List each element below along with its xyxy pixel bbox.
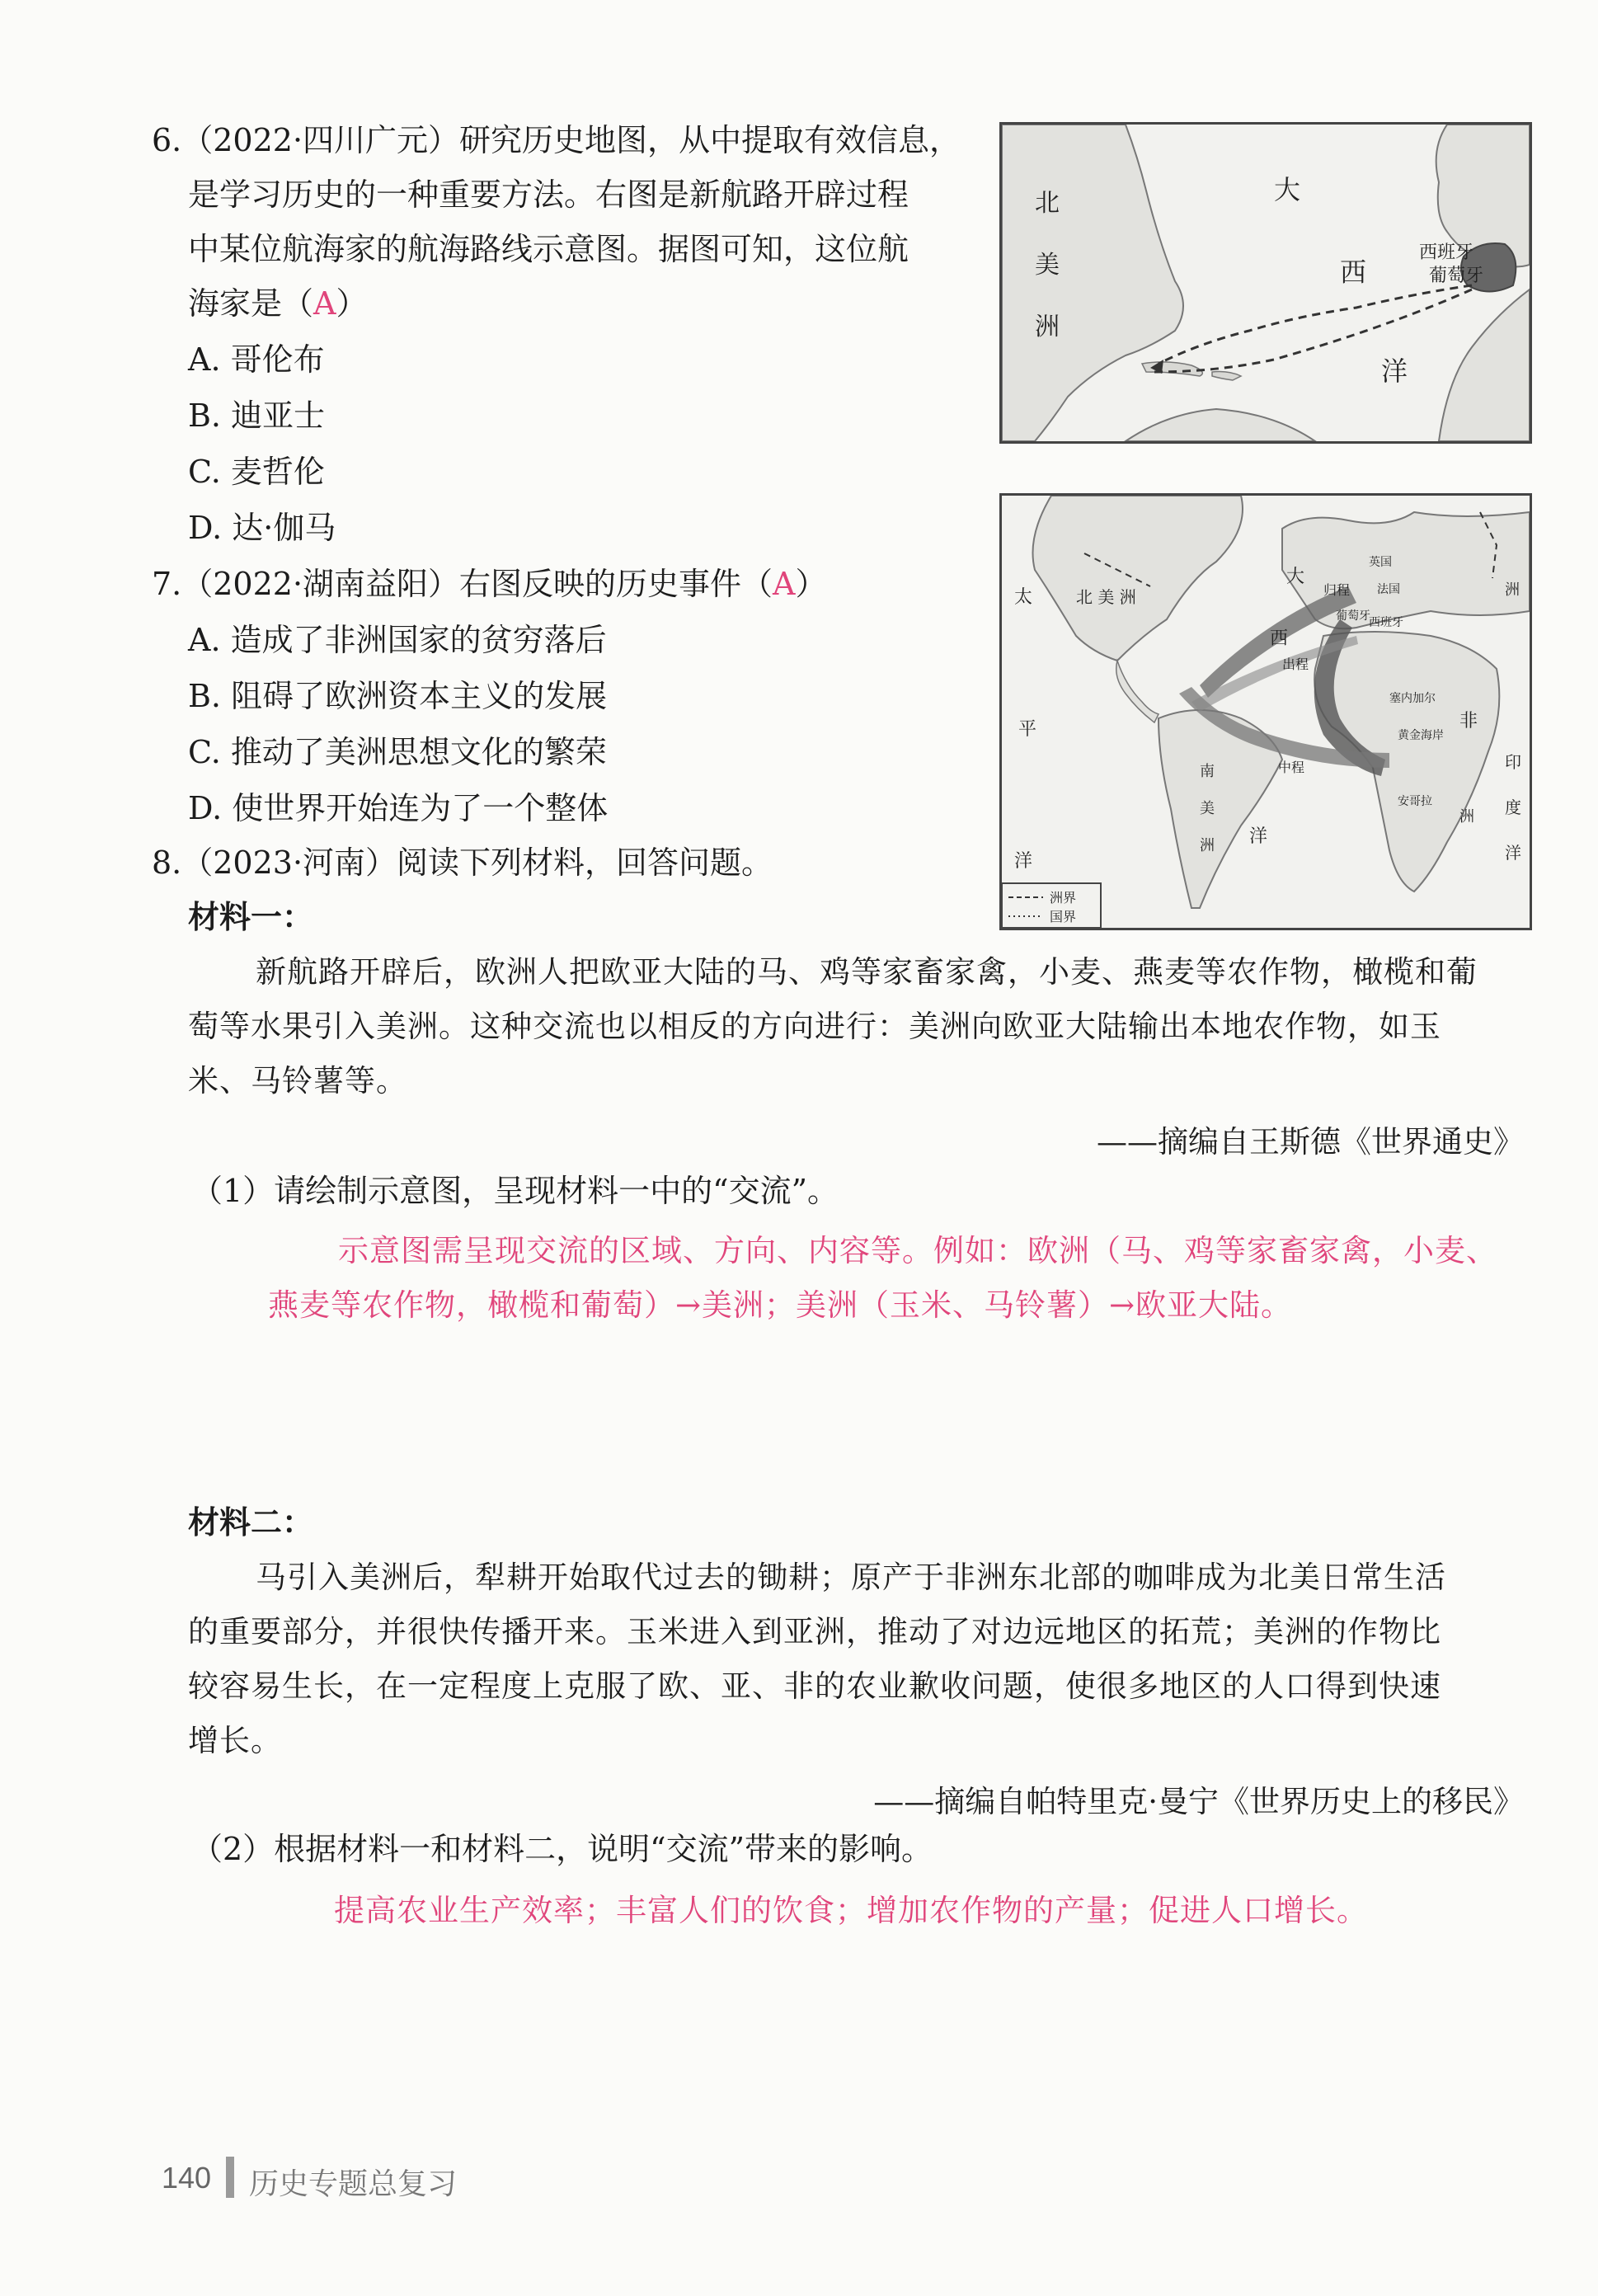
q7-stem bbox=[152, 564, 827, 604]
q6-option-b: B. 迪亚士 bbox=[188, 398, 326, 434]
material2-line-4: 增长。 bbox=[188, 1723, 282, 1758]
q7-option-d: D. 使世界开始连为了一个整体 bbox=[188, 790, 609, 826]
answer1-line-2: 燕麦等农作物，橄榄和葡萄）→美洲；美洲（玉米、马铃薯）→欧亚大陆。 bbox=[268, 1287, 1293, 1323]
material2-source: ——摘编自帕特里克·曼宁《世界历史上的移民》 bbox=[873, 1784, 1524, 1819]
answer1-line-1: 示意图需呈现交流的区域、方向、内容等。例如：欧洲（马、鸡等家畜家禽，小麦、 bbox=[338, 1233, 1497, 1268]
q6-stem-end: 海家是（ bbox=[188, 285, 314, 322]
q8-sub2: （2）根据材料一和材料二，说明“交流”带来的影响。 bbox=[191, 1831, 933, 1867]
map1-label-da: 大 bbox=[1274, 174, 1301, 205]
q6-line-2: 是学习历史的一种重要方法。右图是新航路开辟过程 bbox=[188, 176, 909, 213]
map1-label-mei: 美 bbox=[1035, 251, 1060, 280]
q7-stem-text: 7.（2022·湖南益阳）右图反映的历史事件（ bbox=[152, 566, 773, 602]
q8-answer2: 提高农业生产效率；丰富人们的饮食；增加农作物的产量；促进人口增长。 bbox=[334, 1893, 1368, 1928]
voyage-route-map bbox=[999, 122, 1532, 444]
map2-label-mei: 美 bbox=[1200, 800, 1215, 817]
material2-text bbox=[188, 1550, 1540, 1768]
map2-label-uk: 英国 bbox=[1369, 556, 1392, 569]
material1-source: ——摘编自王斯德《世界通史》 bbox=[1097, 1124, 1524, 1160]
triangular-trade-map bbox=[999, 493, 1532, 930]
map2-label-france: 法国 bbox=[1377, 583, 1400, 596]
material2-line-3: 较容易生长，在一定程度上克服了欧、亚、非的农业歉收问题，使很多地区的人口得到快速 bbox=[188, 1668, 1441, 1704]
map1-label-yang: 洋 bbox=[1381, 355, 1408, 387]
q8-answer1 bbox=[268, 1224, 1554, 1333]
map1-label-zhou: 洲 bbox=[1035, 313, 1060, 341]
map1-label-spain: 西班牙 bbox=[1419, 242, 1474, 263]
q6-line-3: 中某位航海家的航海路线示意图。据图可知，这位航 bbox=[188, 231, 909, 267]
q7-paren-close: ） bbox=[795, 566, 827, 602]
map1-label-north: 北 bbox=[1035, 189, 1060, 218]
map2-label-fei: 非 bbox=[1459, 711, 1478, 732]
map2-label-portugal: 葡萄牙 bbox=[1336, 609, 1370, 623]
map2-label-ping: 平 bbox=[1018, 719, 1037, 740]
material1-line-2: 萄等水果引入美洲。这种交流也以相反的方向进行：美洲向欧亚大陆输出本地农作物，如玉 bbox=[188, 1009, 1441, 1044]
q6-paren-close: ） bbox=[336, 285, 368, 322]
map2-label-zhong: 洲 bbox=[1505, 581, 1520, 599]
map2-label-angola: 安哥拉 bbox=[1398, 795, 1432, 808]
map1-label-xi: 西 bbox=[1340, 256, 1367, 288]
footer-divider bbox=[226, 2157, 234, 2198]
map2-label-guicheng: 归程 bbox=[1323, 582, 1351, 598]
map2-label-zhongcheng: 中程 bbox=[1278, 760, 1305, 775]
map2-label-yang: 洋 bbox=[1014, 851, 1033, 872]
map2-label-da: 大 bbox=[1286, 567, 1305, 587]
q6-line-4 bbox=[188, 284, 367, 323]
map2-label-tai: 太 bbox=[1014, 587, 1033, 608]
material1-line-3: 米、马铃薯等。 bbox=[188, 1063, 407, 1099]
map2-label-chucheng: 出程 bbox=[1282, 656, 1309, 672]
q8-stem: 8.（2023·河南）阅读下列材料，回答问题。 bbox=[152, 845, 773, 881]
map1-label-portugal: 葡萄牙 bbox=[1429, 266, 1484, 286]
map2-label-feizhou: 洲 bbox=[1459, 808, 1474, 826]
map2-label-senegal: 塞内加尔 bbox=[1389, 692, 1436, 705]
q6-line-1: 6.（2022·四川广元）研究历史地图，从中提取有效信息， bbox=[152, 122, 961, 158]
map2-legend-continent: 洲界 bbox=[1050, 890, 1077, 906]
material2-line-1: 马引入美洲后，犁耕开始取代过去的锄耕；原产于非洲东北部的咖啡成为北美日常生活 bbox=[256, 1560, 1446, 1595]
q7-option-b: B. 阻碍了欧洲资本主义的发展 bbox=[188, 678, 608, 714]
page-number: 140 bbox=[162, 2161, 212, 2195]
q7-answer: A bbox=[773, 566, 796, 602]
material1-text bbox=[188, 945, 1540, 1108]
map2-label-spain: 西班牙 bbox=[1369, 616, 1403, 629]
map2-label-zhou: 洲 bbox=[1200, 837, 1215, 854]
footer-title: 历史专题总复习 bbox=[249, 2167, 458, 2200]
map2-label-gold-coast: 黄金海岸 bbox=[1398, 729, 1444, 742]
material2-title: 材料二： bbox=[188, 1503, 314, 1541]
q6-answer: A bbox=[313, 285, 336, 322]
map2-label-south: 南 bbox=[1200, 763, 1215, 780]
map2-label-north-america: 北 美 洲 bbox=[1076, 587, 1136, 607]
map2-label-du: 度 bbox=[1505, 797, 1521, 817]
map2-label-yang3: 洋 bbox=[1505, 843, 1521, 863]
material1-line-1: 新航路开辟后，欧洲人把欧亚大陆的马、鸡等家畜家禽，小麦、燕麦等农作物，橄榄和葡 bbox=[256, 954, 1478, 990]
q6-option-d: D. 达·伽马 bbox=[188, 510, 336, 546]
map2-legend-country: 国界 bbox=[1050, 909, 1077, 925]
map2-label-yin: 印 bbox=[1505, 752, 1521, 772]
map2-label-yang2: 洋 bbox=[1249, 826, 1268, 847]
material1-title: 材料一： bbox=[188, 898, 314, 935]
q7-option-c: C. 推动了美洲思想文化的繁荣 bbox=[188, 734, 607, 770]
q7-option-a: A. 造成了非洲国家的贫穷落后 bbox=[188, 622, 607, 658]
map2-label-xi: 西 bbox=[1270, 628, 1289, 649]
q6-option-a: A. 哥伦布 bbox=[188, 341, 325, 378]
q8-sub1: （1）请绘制示意图，呈现材料一中的“交流”。 bbox=[191, 1173, 839, 1209]
q6-option-c: C. 麦哲伦 bbox=[188, 454, 325, 490]
material2-line-2: 的重要部分，并很快传播开来。玉米进入到亚洲，推动了对边远地区的拓荒；美洲的作物比 bbox=[188, 1614, 1441, 1649]
